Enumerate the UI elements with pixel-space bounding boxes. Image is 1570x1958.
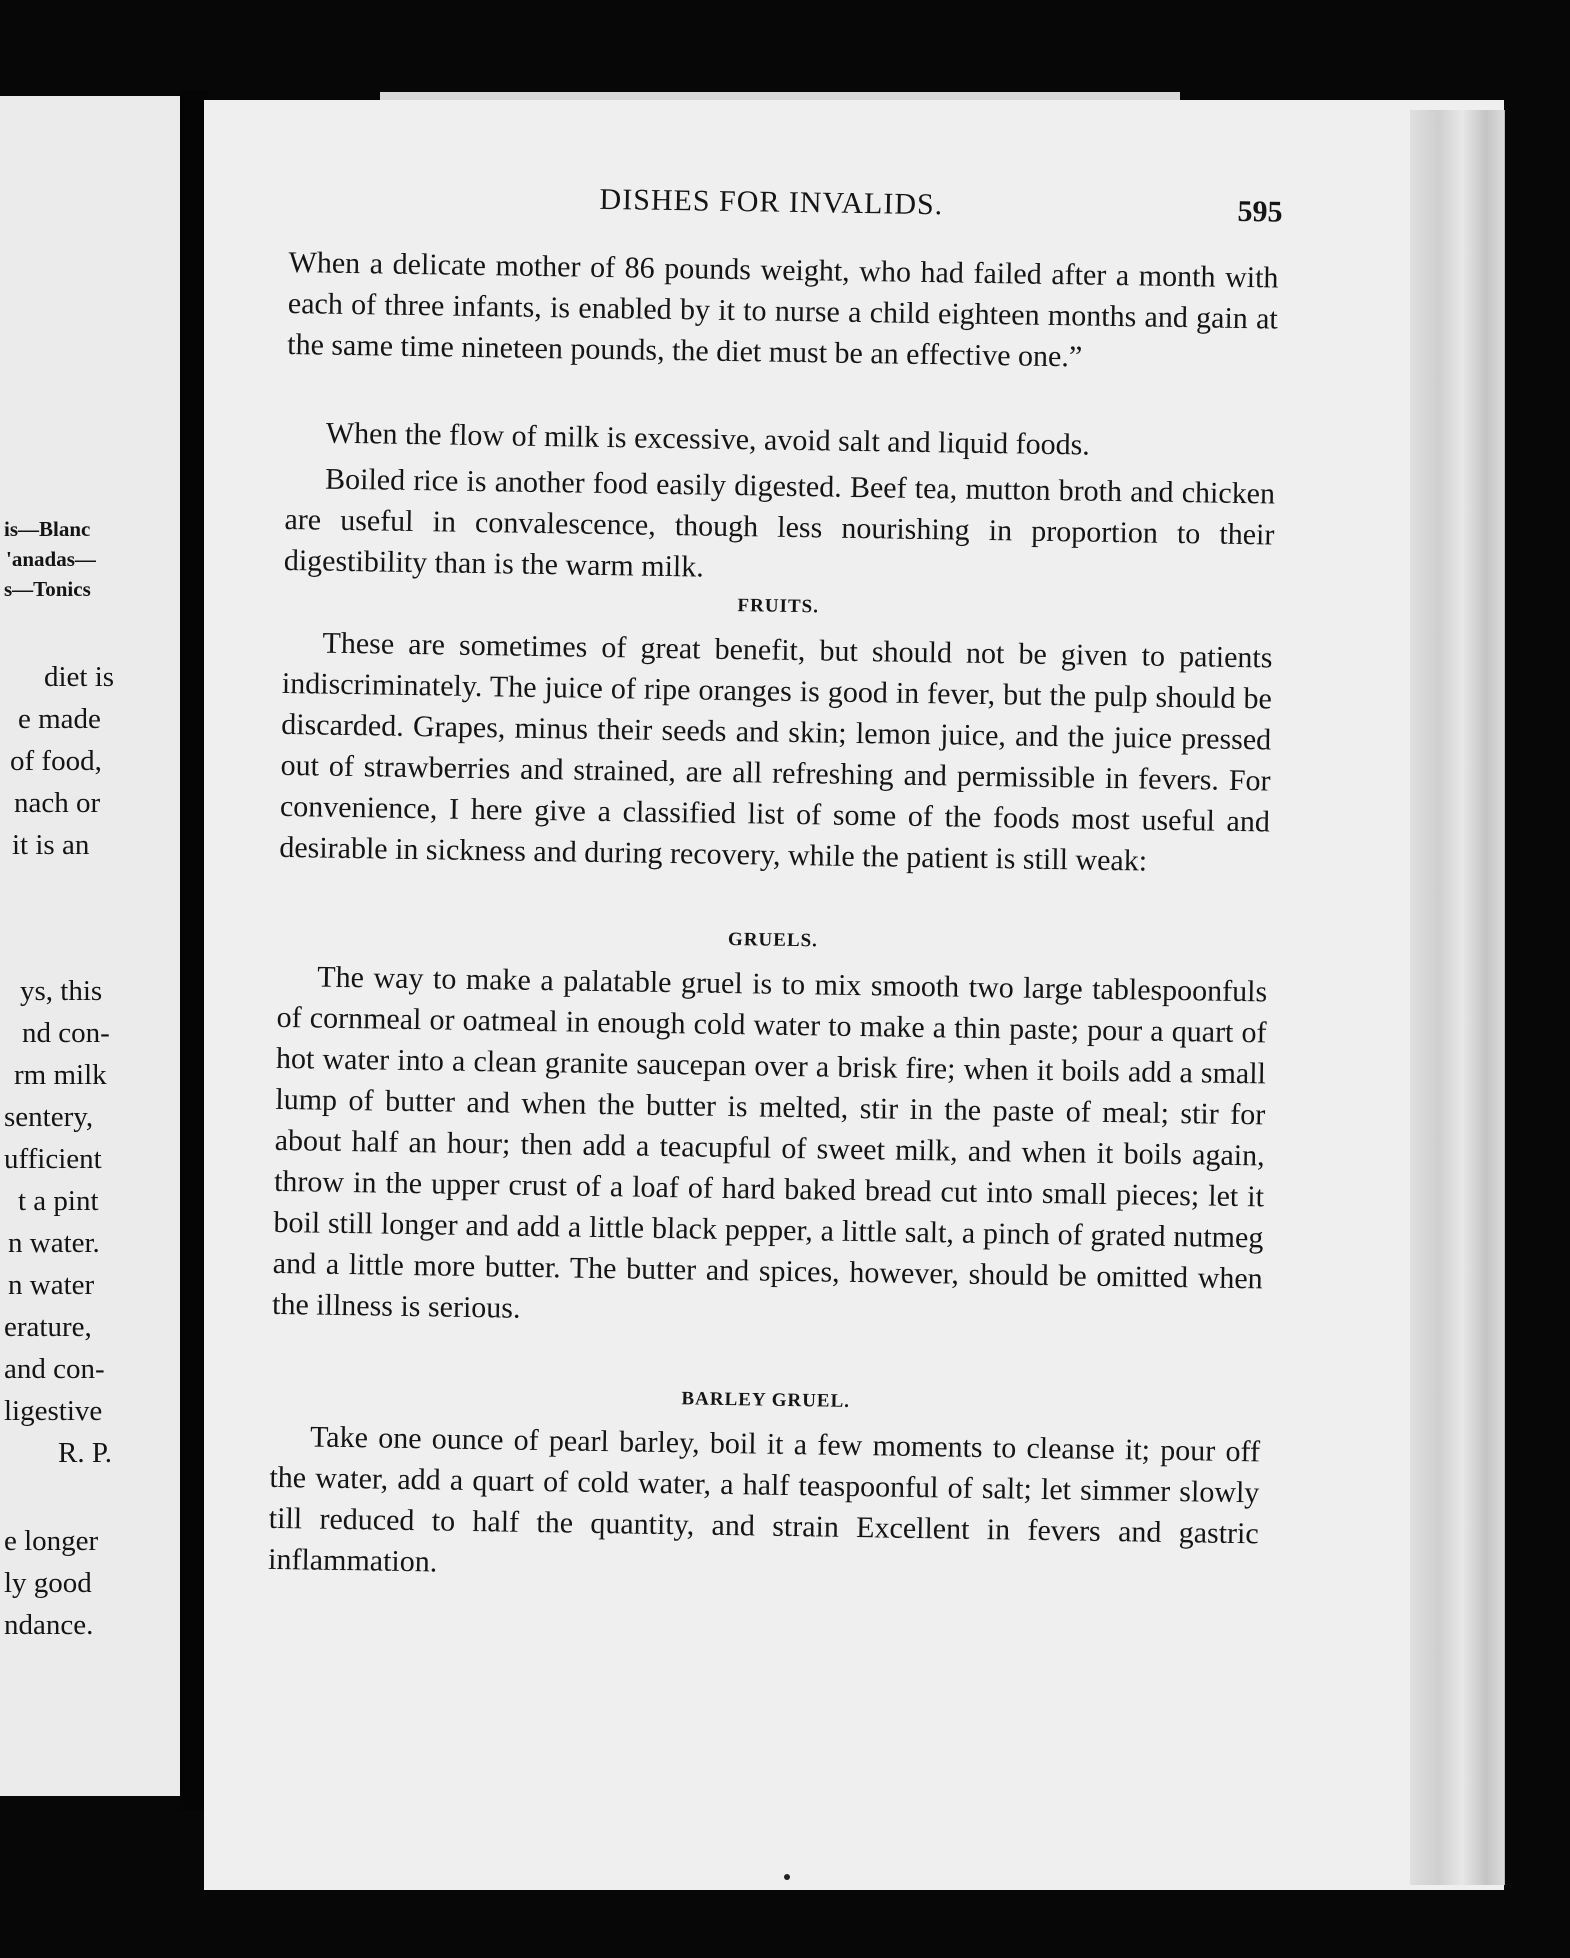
left-text-line: diet is <box>44 661 115 693</box>
left-text-line: ly good <box>4 1567 92 1599</box>
page-number: 595 <box>1237 194 1283 229</box>
left-text-line: erature, <box>4 1311 92 1343</box>
left-text-line: ligestive <box>4 1395 103 1427</box>
previous-page-fragment <box>0 96 180 1796</box>
page-top-edge <box>380 92 1180 100</box>
page-edge-stack <box>1410 110 1505 1885</box>
paragraph: The way to make a palatable gruel is to mix smooth two large tablespoonfuls of cornmeal or oatmeal in enough cold water to make a thin paste; pour a quart of hot water into a clean granite saucepan over a brisk fire; when it boils add a small lump of butter and when the butter is melted, stir in the paste of meal; stir for about half an hour; then add a teacupful of sweet milk, and when it boils again, throw in the upper crust of a loaf of hard baked bread cut into small pieces; let it boil still longer and add a little black pepper, a little salt, a pinch of grated nutmeg and a little more butter. The butter and spices, however, should be omitted when the illness is serious. <box>271 960 1268 1325</box>
left-text-line: ys, this <box>20 975 103 1007</box>
ink-speck <box>784 1874 790 1880</box>
paragraph: These are sometimes of great benefit, but should not be given to patients indiscriminately. The juice of ripe oranges is good in fever, but the pulp should be discarded. Grapes, minus their seeds and skin; lemon juice, and the juice pressed out of strawberries and strained, are all refreshing and permissible in fevers. For convenience, I here give a classified list of some of the foods most useful and desirable in sickness and during recovery, while the patient is still weak: <box>279 626 1273 878</box>
left-text-line: R. P. <box>58 1437 113 1469</box>
left-text-line: nach or <box>14 787 101 819</box>
left-text-line: ufficient <box>4 1143 102 1175</box>
section-heading-fruits: FRUITS. <box>737 595 820 618</box>
left-text-line: of food, <box>10 745 102 777</box>
left-heading-line: 'anadas— <box>6 547 96 571</box>
section-heading-gruels: GRUELS. <box>727 928 819 952</box>
paragraph: Take one ounce of pearl barley, boil it a few moments to cleanse it; pour off the water, add a quart of cold water, a half teaspoonful of salt; let simmer slowly till reduced to half the quantity, and strain Excellent in fevers and gastric inflammation. <box>267 1420 1261 1579</box>
left-heading-line: s—Tonics <box>4 577 91 601</box>
left-text-line: t a pint <box>18 1185 99 1217</box>
left-text-line: nd con- <box>22 1017 110 1049</box>
left-text-line: sentery, <box>4 1101 94 1133</box>
left-text-line: and con- <box>4 1353 105 1385</box>
section-heading-barley-gruel: BARLEY GRUEL. <box>681 1388 851 1412</box>
left-text-line: it is an <box>12 829 90 861</box>
left-text-line: ndance. <box>4 1609 94 1641</box>
left-text-line: e longer <box>4 1525 99 1557</box>
left-text-line: n water <box>8 1269 95 1301</box>
paragraph: When the flow of milk is excessive, avoid salt and liquid foods. <box>325 416 1091 462</box>
paragraph: When a delicate mother of 86 pounds weight, who had failed after a month with each of three infants, is enabled by it to nurse a child eighteen months and gain at the same time nineteen pounds, the diet must be an effective one.” <box>286 245 1279 374</box>
left-heading-line: is—Blanc <box>4 517 91 541</box>
left-text-line: rm milk <box>14 1059 107 1091</box>
left-text-line: n water. <box>8 1227 100 1259</box>
paragraph: Boiled rice is another food easily digested. Beef tea, mutton broth and chicken are useful in convalescence, though less nourishing in proportion to their digestibility than is the warm milk. <box>283 462 1276 584</box>
running-head: DISHES FOR INVALIDS. <box>599 182 944 222</box>
left-text-line: e made <box>18 703 101 735</box>
